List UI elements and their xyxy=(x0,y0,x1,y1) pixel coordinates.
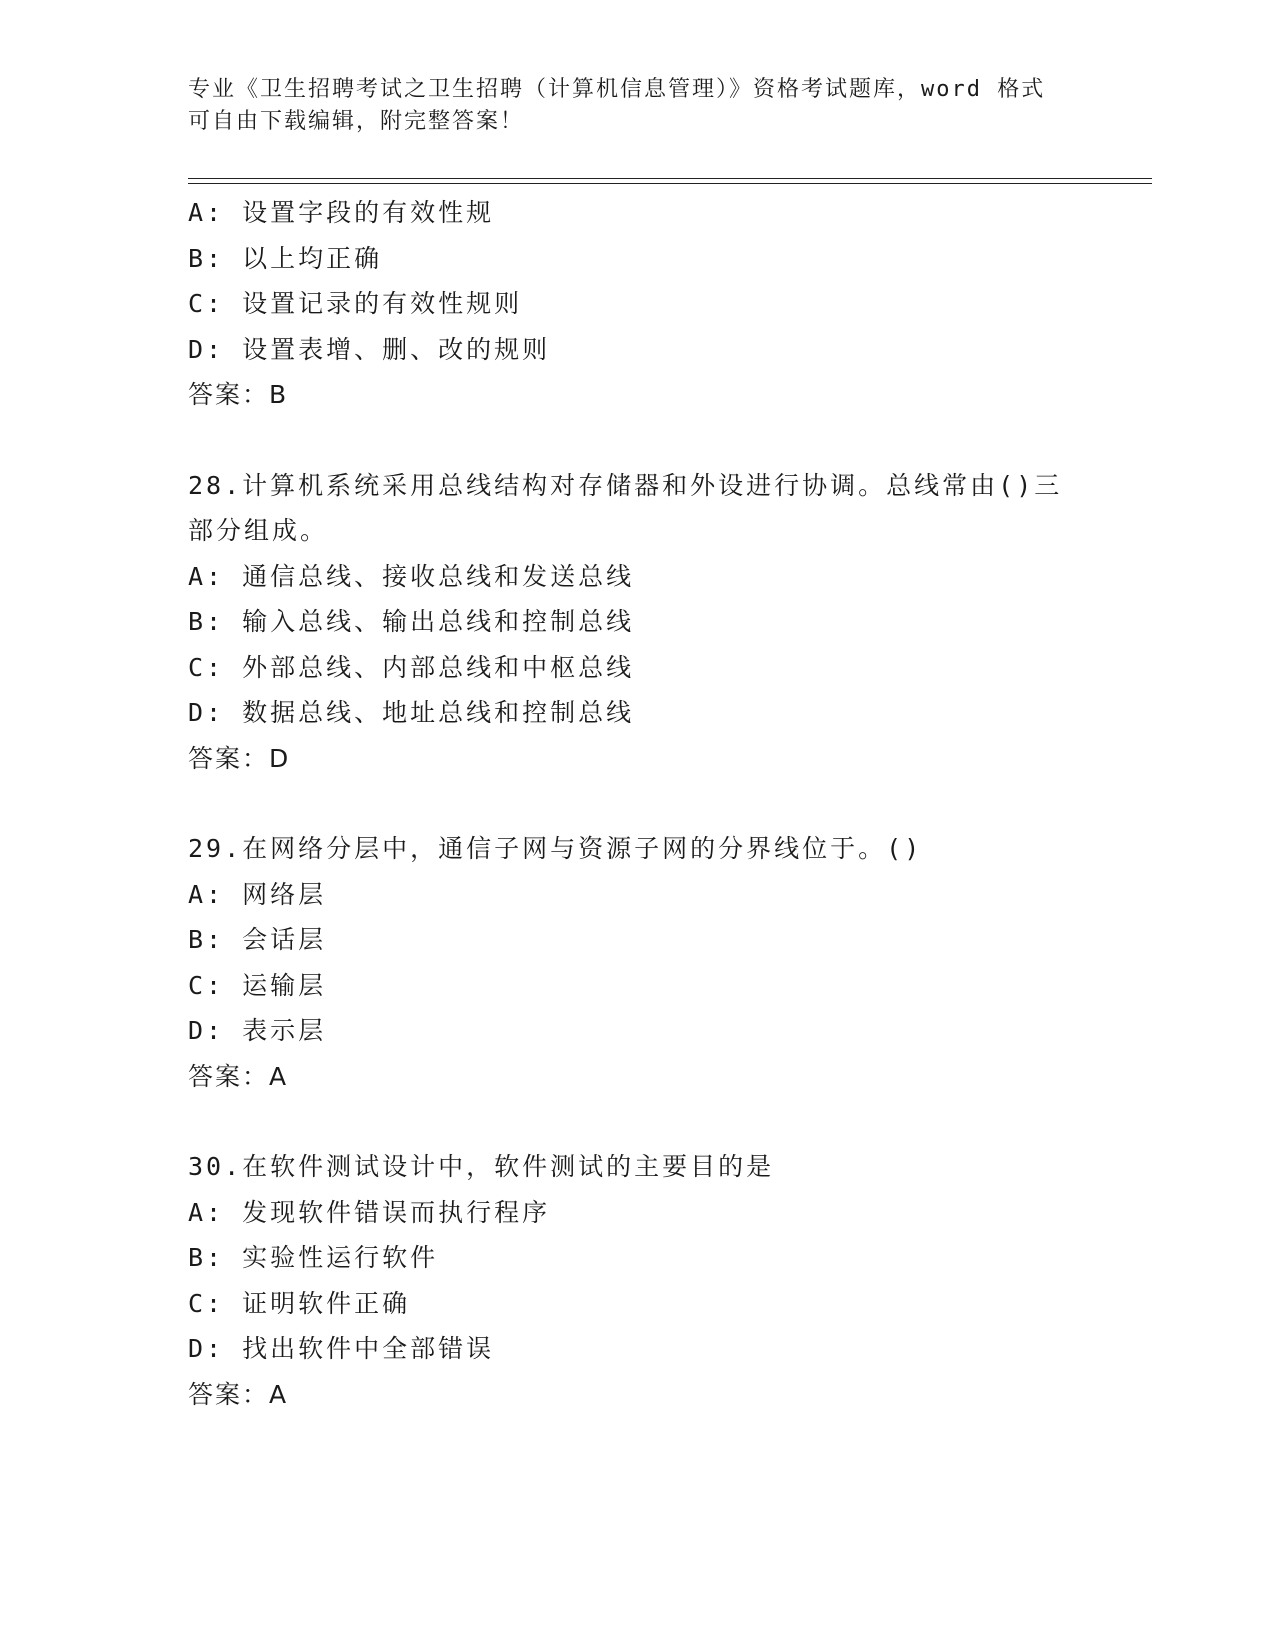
header-divider-top xyxy=(188,178,1152,179)
option-d: D: 设置表增、删、改的规则 xyxy=(188,334,551,364)
option-c: C: 设置记录的有效性规则 xyxy=(188,289,523,318)
answer-line: 答案：A xyxy=(188,1379,289,1409)
option-a: A: 网络层 xyxy=(188,879,327,909)
option-b: B: 输入总线、输出总线和控制总线 xyxy=(188,607,635,636)
question-block xyxy=(188,826,1088,1099)
question-stem-line: 30.在软件测试设计中，软件测试的主要目的是 xyxy=(188,1152,775,1181)
option-d: D: 找出软件中全部错误 xyxy=(188,1334,495,1363)
option-b: B: 会话层 xyxy=(188,925,327,954)
question-block xyxy=(188,463,1088,782)
header-line-2: 可自由下载编辑，附完整答案！ xyxy=(188,109,525,134)
header-divider-bottom xyxy=(188,183,1152,184)
option-d: D: 表示层 xyxy=(188,1016,327,1045)
option-c: C: 证明软件正确 xyxy=(188,1288,411,1318)
option-b: B: 实验性运行软件 xyxy=(188,1243,439,1272)
question-block xyxy=(188,190,1088,418)
header-line-1: 专业《卫生招聘考试之卫生招聘（计算机信息管理）》资格考试题库，word 格式 xyxy=(188,77,1046,102)
option-a: A: 设置字段的有效性规 xyxy=(188,198,495,227)
question-list xyxy=(188,190,1088,1417)
option-c: C: 运输层 xyxy=(188,970,327,1000)
option-a: A: 发现软件错误而执行程序 xyxy=(188,1197,551,1227)
question-stem-line: 28.计算机系统采用总线结构对存储器和外设进行协调。总线常由()三 xyxy=(188,470,1063,500)
option-d: D: 数据总线、地址总线和控制总线 xyxy=(188,698,635,727)
answer-line: 答案：A xyxy=(188,1061,289,1091)
option-c: C: 外部总线、内部总线和中枢总线 xyxy=(188,652,635,682)
answer-line: 答案：D xyxy=(188,743,291,773)
answer-line: 答案：B xyxy=(188,380,289,409)
question-stem-line: 29.在网络分层中，通信子网与资源子网的分界线位于。() xyxy=(188,834,923,863)
question-block xyxy=(188,1144,1088,1417)
option-a: A: 通信总线、接收总线和发送总线 xyxy=(188,561,635,591)
option-b: B: 以上均正确 xyxy=(188,243,383,273)
question-stem-line: 部分组成。 xyxy=(188,516,329,545)
document-header xyxy=(188,74,1068,138)
